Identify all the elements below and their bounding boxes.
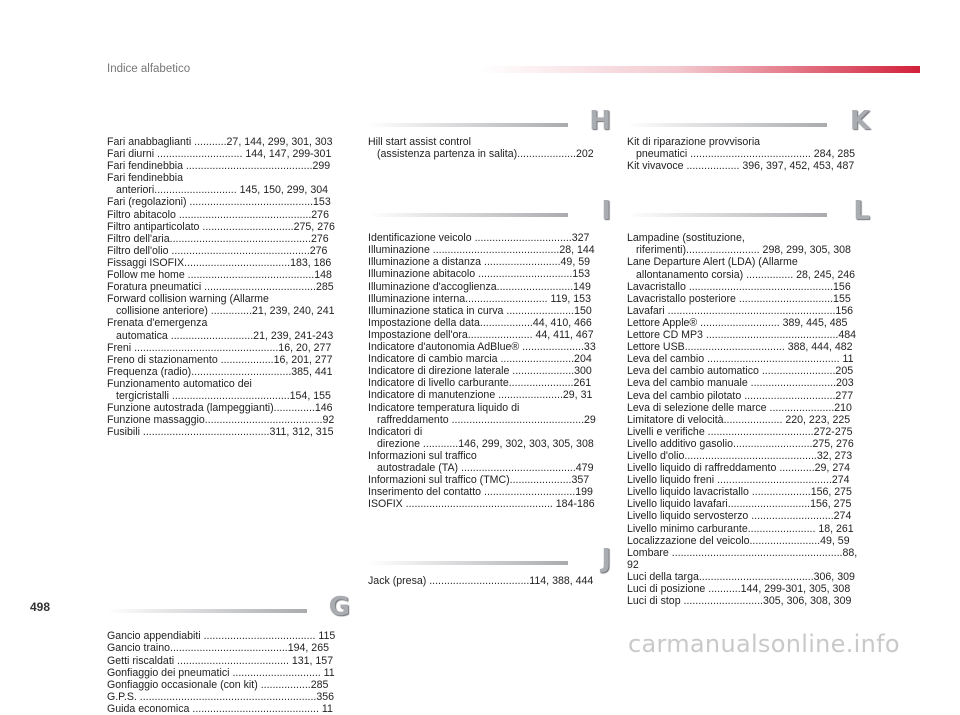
index-entry-term: Leva del cambio ............................................. 11: [627, 353, 854, 366]
index-column-k-l: [627, 106, 870, 608]
index-entry-term: Livello liquido freni .......................................274: [627, 474, 850, 487]
index-entry-term: Lettore USB.................................. 388, 444, 482: [627, 341, 853, 354]
header-title: Indice alfabetico: [107, 63, 191, 75]
index-entry-term: Illuminazione interna............................ 119, 153: [368, 292, 591, 305]
section-g-header: [107, 592, 350, 626]
index-entry: [368, 402, 611, 426]
index-entry: [107, 245, 350, 257]
index-entry-term: Illuminazione ...........................................28, 144: [368, 244, 595, 257]
index-entry-term: Funzione autostrada (lampeggianti)..............146: [107, 402, 333, 415]
index-entry: [627, 547, 870, 571]
index-entry-term: Gonfiaggio occasionale (con kit) .................285: [107, 678, 329, 691]
index-entry-term: Illuminazione a distanza ..........................49, 59: [368, 256, 590, 269]
section-letter-l: L: [853, 196, 870, 227]
index-entry: [627, 414, 870, 426]
index-entry-continuation: riferimenti)......................... 298, 299, 305, 308: [636, 244, 851, 257]
index-entry: [627, 583, 870, 595]
section-f-entries: [107, 136, 350, 438]
section-i-header: [368, 196, 611, 230]
index-entry-term: Lettore Apple® ........................... 389, 445, 485: [627, 316, 848, 329]
index-entry-term: Luci di posizione ...........144, 299-301, 305, 308: [627, 583, 851, 595]
index-entry-term: Indicatore d'autonomia AdBlue® .....................33: [368, 341, 596, 354]
index-entry-term: Impostazione dell'ora...................... 44, 411, 467: [368, 328, 594, 341]
section-letter-g: G: [328, 592, 350, 623]
index-entry: [368, 256, 611, 268]
index-entry-term: Hill start assist control: [368, 136, 472, 148]
index-entry: [368, 474, 611, 486]
index-entry: [627, 571, 870, 583]
index-entry-term: Lettore CD MP3 .............................................484: [627, 329, 857, 342]
index-entry: [368, 317, 611, 329]
index-entry: [627, 498, 870, 510]
index-entry-term: Indicatore di direzione laterale .....................300: [368, 365, 592, 378]
index-entry: [107, 233, 350, 245]
index-entry-term: Gonfiaggio dei pneumatici .............................. 11: [107, 666, 335, 679]
index-entry-term: Filtro dell'olio ...............................................276: [107, 244, 328, 257]
index-entry: [368, 377, 611, 389]
index-entry: [107, 342, 350, 354]
index-entry: [627, 462, 870, 474]
index-entry-term: Indicatore di livello carburante......................261: [368, 377, 592, 390]
index-entry-term: Filtro dell'aria................................................276: [107, 232, 329, 245]
index-entry-term: Informazioni sul traffico (TMC).....................357: [368, 474, 590, 487]
index-column-f-g: [107, 136, 350, 715]
section-g-entries: [107, 630, 350, 715]
index-entry-term: Forward collision warning (Allarme: [107, 293, 269, 306]
index-entry: [627, 281, 870, 293]
index-entry-term: Illuminazione d'accoglienza..........................149: [368, 280, 591, 293]
index-entry-term: Livello minimo carburante....................... 18, 261: [627, 522, 854, 535]
index-entry-continuation: automatica ............................21, 239, 241-243: [116, 329, 334, 342]
index-entry: [627, 426, 870, 438]
index-entry-term: Filtro antiparticolato ...............................275, 276: [107, 220, 335, 233]
index-entry-continuation: collisione anteriore) ..............21, 239, 240, 241: [116, 305, 335, 318]
index-entry-continuation: (assistenza partenza in salita)....................202: [377, 148, 594, 161]
index-entry: [627, 341, 870, 353]
section-letter-i: I: [601, 196, 611, 227]
index-entry-term: Identificazione veicolo .................................327: [368, 232, 590, 245]
index-entry-continuation: allontanamento corsia) ................ 28, 245, 246: [636, 268, 856, 281]
section-h-header: [368, 106, 611, 140]
index-entry: [368, 353, 611, 365]
index-entry: [107, 655, 350, 667]
index-entry-term: Fusibili ...........................................311, 312, 315: [107, 426, 334, 439]
index-entry: [107, 679, 350, 691]
section-k-header: [627, 106, 870, 140]
index-entry-term: Indicatore di cambio marcia .........................204: [368, 353, 592, 366]
index-entry: [627, 595, 870, 607]
index-entry-term: Fissaggi ISOFIX....................................183, 186: [107, 256, 332, 269]
section-divider: [368, 123, 568, 127]
index-entry-term: Follow me home ...........................................148: [107, 269, 332, 282]
index-entry-term: Luci di stop ...........................305, 306, 308, 309: [627, 595, 852, 608]
index-entry-term: Jack (presa) ..................................114, 388, 444: [368, 575, 594, 588]
index-entry-term: Gancio appendiabiti ...................................... 115: [107, 630, 336, 643]
section-divider: [368, 213, 568, 217]
index-entry: [627, 160, 870, 172]
section-k-entries: [627, 136, 870, 172]
index-entry-continuation: direzione ............146, 299, 302, 303, 305, 308: [377, 437, 594, 450]
index-entry-term: Livello liquido lavacristallo ....................156, 275: [627, 486, 852, 499]
index-entry-term: Fari diurni ............................. 144, 147, 299-301: [107, 148, 332, 161]
index-entry-term: Funzione massaggio........................................92: [107, 414, 335, 427]
index-entry: [107, 148, 350, 160]
index-entry-continuation: anteriori............................ 145, 150, 299, 304: [116, 184, 328, 197]
index-entry: [107, 366, 350, 378]
index-entry-term: Indicatori di: [368, 425, 423, 438]
index-entry: [107, 414, 350, 426]
index-entry-term: Guida economica ........................................... 11: [107, 702, 333, 715]
index-entry-term: Filtro abitacolo .............................................276: [107, 208, 329, 221]
index-entry-term: Lavacristallo .................................................156: [627, 280, 851, 293]
index-entry: [627, 329, 870, 341]
section-divider: [368, 561, 568, 565]
index-entry-term: Livello liquido lavafari............................156, 275: [627, 498, 852, 511]
section-letter-j: J: [601, 544, 611, 575]
index-entry-term: Illuminazione statica in curva .......................150: [368, 304, 592, 317]
index-entry: [368, 244, 611, 256]
index-entry: [368, 268, 611, 280]
index-entry: [627, 365, 870, 377]
index-entry-term: Livello liquido servosterzo ............................274: [627, 510, 852, 523]
index-entry: [627, 474, 870, 486]
index-entry: [627, 317, 870, 329]
section-letter-k: K: [849, 106, 870, 136]
index-entry: [107, 691, 350, 703]
index-entry-term: Livello liquido di raffreddamento ............29, 274: [627, 462, 850, 475]
index-entry-term: Leva del cambio pilotato ...............................277: [627, 389, 854, 402]
index-entry-term: Leva di selezione delle marce ......................210: [627, 401, 852, 414]
index-entry: [368, 498, 611, 510]
index-entry-term: Kit di riparazione provvisoria: [627, 136, 761, 148]
index-entry: [627, 523, 870, 535]
index-entry-term: Impostazione della data..................44, 410, 466: [368, 316, 592, 329]
index-entry-term: Lavafari .........................................................156: [627, 304, 854, 317]
index-entry-term: Lampadine (sostituzione,: [627, 232, 745, 245]
index-entry-term: Lombare ..........................................................88, 92: [627, 546, 858, 571]
index-entry-term: Lane Departure Alert (LDA) (Allarme: [627, 256, 798, 269]
index-entry-term: Funzionamento automatico dei: [107, 377, 252, 390]
index-entry-term: Illuminazione abitacolo ................................153: [368, 268, 590, 281]
index-entry-term: Informazioni sul traffico: [368, 449, 477, 462]
index-entry: [368, 305, 611, 317]
section-l-entries: [627, 232, 870, 607]
index-entry-term: Indicatore temperatura liquido di: [368, 401, 520, 414]
index-entry: [107, 160, 350, 172]
index-entry: [627, 486, 870, 498]
index-entry: [368, 341, 611, 353]
index-entry: [107, 293, 350, 317]
index-entry-term: Freni .................................................16, 20, 277: [107, 341, 332, 354]
index-entry: [107, 196, 350, 208]
index-entry-term: Localizzazione del veicolo........................49, 59: [627, 534, 850, 547]
index-entry: [368, 293, 611, 305]
section-letter-h: H: [589, 106, 611, 136]
watermark: carmanualsonline.info: [628, 630, 900, 658]
index-entry: [107, 317, 350, 341]
section-i-entries: [368, 232, 611, 510]
index-entry: [627, 450, 870, 462]
index-entry: [627, 377, 870, 389]
section-divider: [627, 123, 827, 127]
index-entry: [368, 426, 611, 450]
index-entry: [107, 426, 350, 438]
index-entry: [107, 703, 350, 715]
index-entry-term: Fari anabbaglianti ...........27, 144, 299, 301, 303: [107, 136, 333, 148]
index-entry-continuation: autostradale (TA) .......................................479: [377, 461, 594, 474]
index-entry-continuation: pneumatici ......................................... 284, 285: [636, 148, 856, 161]
index-entry-term: Fari (regolazioni) ..........................................153: [107, 196, 331, 209]
index-entry: [627, 353, 870, 365]
section-divider: [627, 213, 827, 217]
index-entry-continuation: tergicristalli ........................................154, 155: [116, 389, 331, 402]
index-entry: [368, 329, 611, 341]
section-j-header: [368, 544, 611, 578]
index-entry-term: Kit vivavoce .................. 396, 397, 452, 453, 487: [627, 160, 855, 173]
index-entry-term: Livello additivo gasolio...........................275, 276: [627, 437, 854, 450]
index-entry: [107, 136, 350, 148]
index-entry: [107, 172, 350, 196]
index-entry: [627, 438, 870, 450]
index-entry: [107, 667, 350, 679]
index-entry: [368, 365, 611, 377]
index-entry: [107, 354, 350, 366]
index-entry: [107, 630, 350, 642]
index-entry-term: Leva del cambio manuale .............................203: [627, 377, 854, 390]
index-entry: [627, 535, 870, 547]
section-l-header: [627, 196, 870, 230]
index-entry-term: Fari fendinebbia ...........................................299: [107, 160, 331, 173]
index-entry: [627, 305, 870, 317]
index-entry-term: G.P.S. ............................................................356: [107, 690, 335, 703]
index-entry-term: Frequenza (radio)..................................385, 441: [107, 365, 333, 378]
index-entry-term: Livelli e verifiche ....................................272-275: [627, 425, 853, 438]
index-entry: [368, 486, 611, 498]
index-entry-term: Lavacristallo posteriore ................................155: [627, 292, 851, 305]
index-entry: [368, 281, 611, 293]
index-entry-term: ISOFIX .................................................. 184-186: [368, 498, 595, 511]
index-entry: [368, 389, 611, 401]
index-entry: [627, 510, 870, 522]
index-entry-term: Limitatore di velocità.................... 220, 223, 225: [627, 413, 851, 426]
index-entry-term: Getti riscaldati ...................................... 131, 157: [107, 654, 334, 667]
index-entry: [627, 232, 870, 256]
index-entry-term: Fari fendinebbia: [107, 172, 183, 185]
index-entry-term: Livello d'olio.............................................32, 273: [627, 449, 853, 462]
index-entry-term: Luci della targa.......................................306, 309: [627, 570, 855, 583]
index-entry: [627, 402, 870, 414]
index-entry: [627, 256, 870, 280]
index-entry-term: Indicatore di manutenzione ......................29, 31: [368, 389, 593, 402]
index-entry-term: Freno di stazionamento ..................16, 201, 277: [107, 353, 333, 366]
index-entry: [368, 450, 611, 474]
index-entry-term: Gancio traino........................................194, 265: [107, 642, 329, 655]
index-entry: [368, 232, 611, 244]
index-entry-term: Leva del cambio automatico .........................205: [627, 365, 854, 378]
index-entry: [107, 378, 350, 402]
index-entry: [107, 402, 350, 414]
index-entry-term: Frenata d'emergenza: [107, 317, 208, 330]
index-entry-term: Foratura pneumatici ......................................285: [107, 281, 334, 294]
section-divider: [107, 609, 307, 613]
index-entry: [627, 293, 870, 305]
index-column-h-i-j: [368, 106, 611, 588]
page-number: 498: [30, 600, 51, 614]
index-entry: [107, 281, 350, 293]
header-accent-bar: [480, 66, 920, 73]
index-entry: [107, 221, 350, 233]
index-entry: [627, 390, 870, 402]
index-entry-term: Inserimento del contatto ...............................199: [368, 486, 593, 499]
index-entry: [107, 269, 350, 281]
index-entry-continuation: raffreddamento .............................................29: [377, 413, 596, 426]
index-entry: [107, 257, 350, 269]
index-entry: [107, 209, 350, 221]
index-entry: [107, 642, 350, 654]
